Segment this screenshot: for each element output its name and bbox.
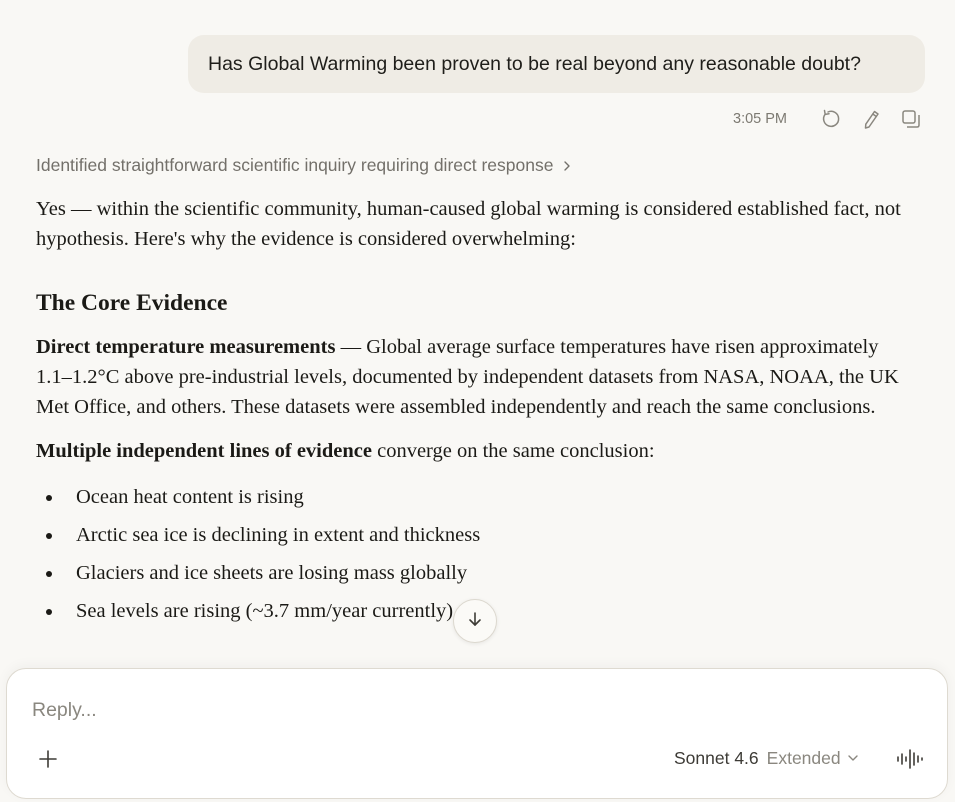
plus-icon[interactable] <box>35 746 61 772</box>
voice-waveform-icon[interactable] <box>895 746 925 772</box>
list-item: Ocean heat content is rising <box>36 482 916 520</box>
lines-of-evidence-bold: Multiple independent lines of evidence <box>36 440 372 462</box>
reply-composer <box>6 668 948 799</box>
list-item: Sea levels are rising (~3.7 mm/year currently) <box>36 596 916 634</box>
list-item: Arctic sea ice is declining in extent and thickness <box>36 520 916 558</box>
reply-input[interactable] <box>32 695 892 725</box>
list-item: Glaciers and ice sheets are losing mass globally <box>36 558 916 596</box>
user-message-text: Has Global Warming been proven to be real beyond any reasonable doubt? <box>208 52 861 75</box>
evidence-paragraph-text: — Global average surface temperatures have risen approximately 1.1–1.2°C above pre-industrial levels, documented by independent datasets from NASA, NOAA, the UK Met Office, and others. These datasets were assembled independently and reach the same conclusions. <box>36 336 899 418</box>
lines-of-evidence-paragraph <box>36 436 916 466</box>
chevron-down-icon <box>847 753 859 763</box>
edit-icon[interactable] <box>857 105 885 133</box>
evidence-paragraph-bold: Direct temperature measurements <box>36 336 336 358</box>
model-mode: Extended <box>766 747 841 768</box>
copy-icon[interactable] <box>897 105 925 133</box>
chevron-right-icon <box>562 160 572 172</box>
section-heading: The Core Evidence <box>36 290 228 316</box>
evidence-paragraph <box>36 332 916 422</box>
model-name: Sonnet 4.6 <box>674 747 759 768</box>
thinking-summary[interactable] <box>36 155 572 176</box>
lines-of-evidence-text: converge on the same conclusion: <box>371 440 655 462</box>
message-timestamp: 3:05 PM <box>733 111 787 127</box>
model-selector[interactable] <box>674 745 859 771</box>
response-intro: Yes — within the scientific community, human-caused global warming is considered established fact, not hypothesis. Here's why the evidence is considered overwhelming: <box>36 198 901 250</box>
scroll-to-bottom-button[interactable] <box>453 599 497 643</box>
retry-icon[interactable] <box>817 105 845 133</box>
message-actions <box>733 105 925 133</box>
user-message-bubble <box>188 35 925 93</box>
assistant-response <box>36 194 916 634</box>
arrow-down-icon <box>466 610 484 633</box>
thinking-summary-text: Identified straightforward scientific inquiry requiring direct response <box>36 155 554 175</box>
